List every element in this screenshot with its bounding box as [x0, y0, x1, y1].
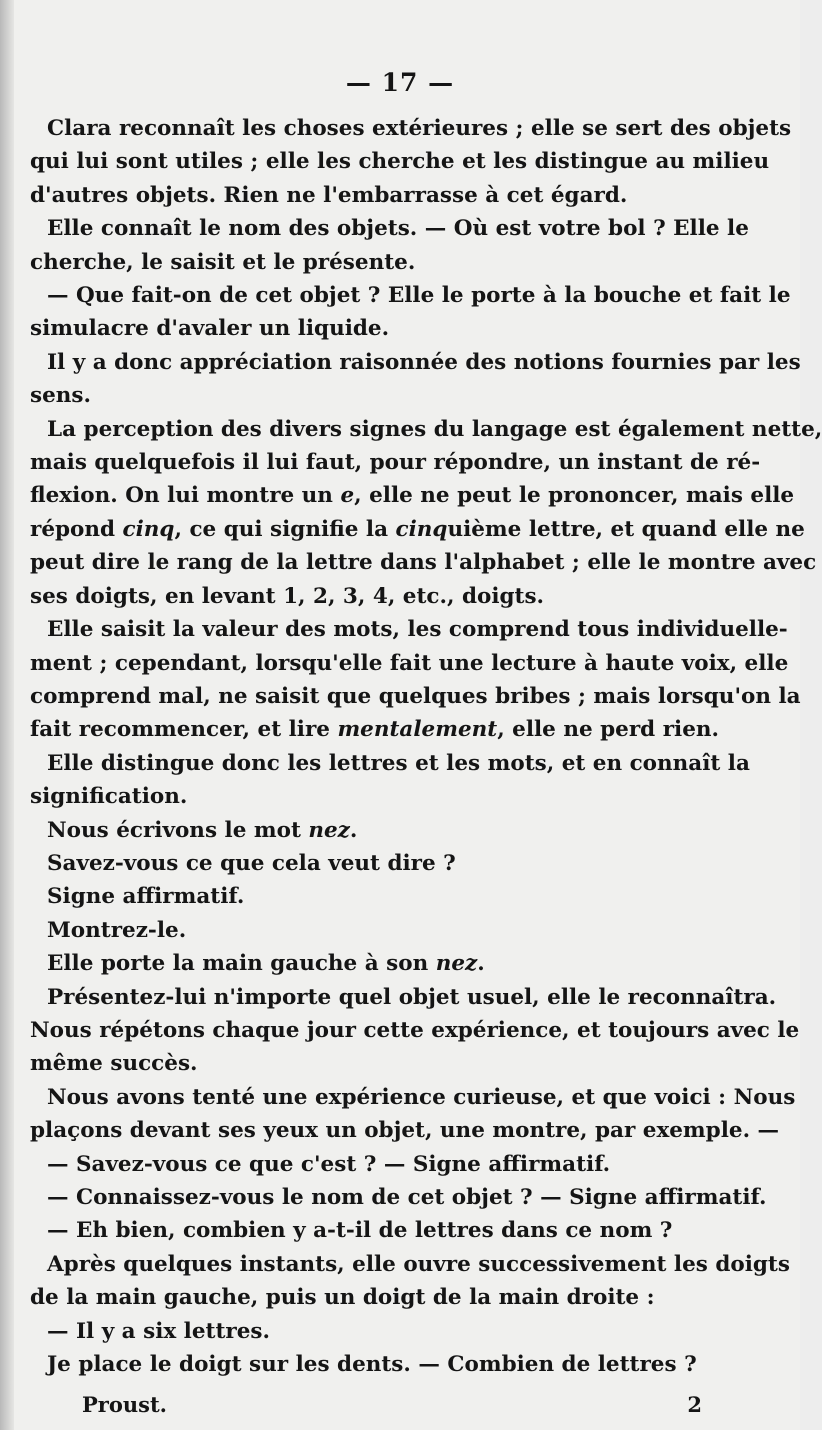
- paragraph: [30, 112, 792, 212]
- paragraph: [30, 981, 800, 1081]
- text-line: Montrez-le.: [47, 917, 187, 943]
- text-line: Nous écrivons le mot nez.: [47, 817, 358, 843]
- text-line: Elle saisit la valeur des mots, les comprend tous individuelle-: [47, 617, 788, 643]
- text-line: — Il y a six lettres.: [47, 1318, 270, 1344]
- italic-word: nez: [435, 951, 478, 977]
- text-line: ment ; cependant, lorsqu'elle fait une lecture à haute voix, elle: [30, 650, 789, 676]
- text-line: La perception des divers signes du langage est également nette,: [47, 416, 822, 442]
- page-body-text: [30, 112, 822, 1381]
- paragraph: [30, 880, 740, 913]
- paragraph: [30, 1148, 740, 1181]
- text-line: Après quelques instants, elle ouvre successivement les doigts: [47, 1251, 790, 1277]
- paragraph: [30, 814, 740, 847]
- text-line: répond cinq, ce qui signifie la cinquième lettre, et quand elle ne: [30, 516, 805, 542]
- paragraph: [30, 212, 749, 279]
- text-line: Elle distingue donc les lettres et les mots, et en connaît la: [47, 750, 750, 776]
- text-line: cherche, le saisit et le présente.: [30, 249, 416, 275]
- italic-word: nez: [308, 817, 350, 843]
- text-line: Clara reconnaît les choses extérieures ; elle se sert des objets: [47, 116, 792, 141]
- page-number: — 17 —: [345, 68, 455, 97]
- text-line: — Que fait-on de cet objet ? Elle le porte à la bouche et fait le: [47, 283, 791, 309]
- footer-author: Proust.: [82, 1392, 167, 1417]
- signature-mark: 2: [687, 1392, 702, 1417]
- text-line: simulacre d'avaler un liquide.: [30, 316, 390, 342]
- text-line: Signe affirmatif.: [47, 884, 245, 910]
- text-line: mais quelquefois il lui faut, pour répondre, un instant de ré-: [30, 450, 761, 476]
- paragraph: [30, 947, 740, 980]
- text-line: ses doigts, en levant 1, 2, 3, 4, etc., doigts.: [30, 583, 545, 609]
- text-line: — Eh bien, combien y a-t-il de lettres dans ce nom ?: [47, 1218, 673, 1244]
- paragraph: [30, 346, 801, 413]
- text-line: Il y a donc appréciation raisonnée des notions fournies par les: [47, 349, 801, 375]
- text-line: même succès.: [30, 1051, 198, 1077]
- text-line: — Savez-vous ce que c'est ? — Signe affirmatif.: [47, 1151, 611, 1177]
- paragraph: [30, 613, 801, 747]
- italic-word: cinq: [395, 516, 448, 542]
- text-line: qui lui sont utiles ; elle les cherche et les distingue au milieu: [30, 149, 770, 175]
- text-line: d'autres objets. Rien ne l'embarrasse à cet égard.: [30, 182, 628, 208]
- paragraph: [30, 1081, 796, 1148]
- paragraph: [30, 413, 822, 613]
- text-line: signification.: [30, 784, 188, 810]
- italic-word: e: [340, 483, 355, 509]
- page-footer: [82, 1392, 702, 1417]
- text-line: Elle porte la main gauche à son nez.: [47, 951, 485, 977]
- paragraph: [30, 914, 740, 947]
- paragraph: [30, 1181, 767, 1214]
- text-line: fait recommencer, et lire mentalement, elle ne perd rien.: [30, 717, 719, 743]
- text-line: sens.: [30, 383, 92, 409]
- text-line: flexion. On lui montre un e, elle ne peut le prononcer, mais elle: [30, 483, 795, 509]
- text-line: peut dire le rang de la lettre dans l'alphabet ; elle le montre avec: [30, 550, 817, 576]
- paragraph: [30, 279, 791, 346]
- text-line: Elle connaît le nom des objets. — Où est votre bol ? Elle le: [47, 216, 749, 242]
- text-line: Présentez-lui n'importe quel objet usuel, elle le reconnaîtra.: [47, 984, 777, 1010]
- text-line: de la main gauche, puis un doigt de la main droite :: [30, 1285, 655, 1311]
- paragraph: [30, 747, 750, 814]
- text-line: Nous répétons chaque jour cette expérience, et toujours avec le: [30, 1017, 800, 1043]
- italic-word: cinq: [122, 516, 175, 542]
- paragraph: [30, 1214, 740, 1247]
- paragraph: [30, 1248, 790, 1315]
- text-line: plaçons devant ses yeux un objet, une montre, par exemple. —: [30, 1118, 780, 1144]
- text-line: — Connaissez-vous le nom de cet objet ? — Signe affirmatif.: [47, 1185, 767, 1210]
- text-line: Je place le doigt sur les dents. — Combien de lettres ?: [47, 1352, 697, 1378]
- text-line: Nous avons tenté une expérience curieuse, et que voici : Nous: [47, 1084, 796, 1110]
- paragraph: [30, 1315, 740, 1348]
- text-line: Savez-vous ce que cela veut dire ?: [47, 850, 456, 876]
- italic-word: mentalement: [337, 717, 498, 743]
- paragraph: [30, 847, 740, 880]
- page-spine-shadow: [0, 0, 14, 1430]
- paragraph: [30, 1348, 740, 1381]
- text-line: comprend mal, ne saisit que quelques bribes ; mais lorsqu'on la: [30, 683, 801, 709]
